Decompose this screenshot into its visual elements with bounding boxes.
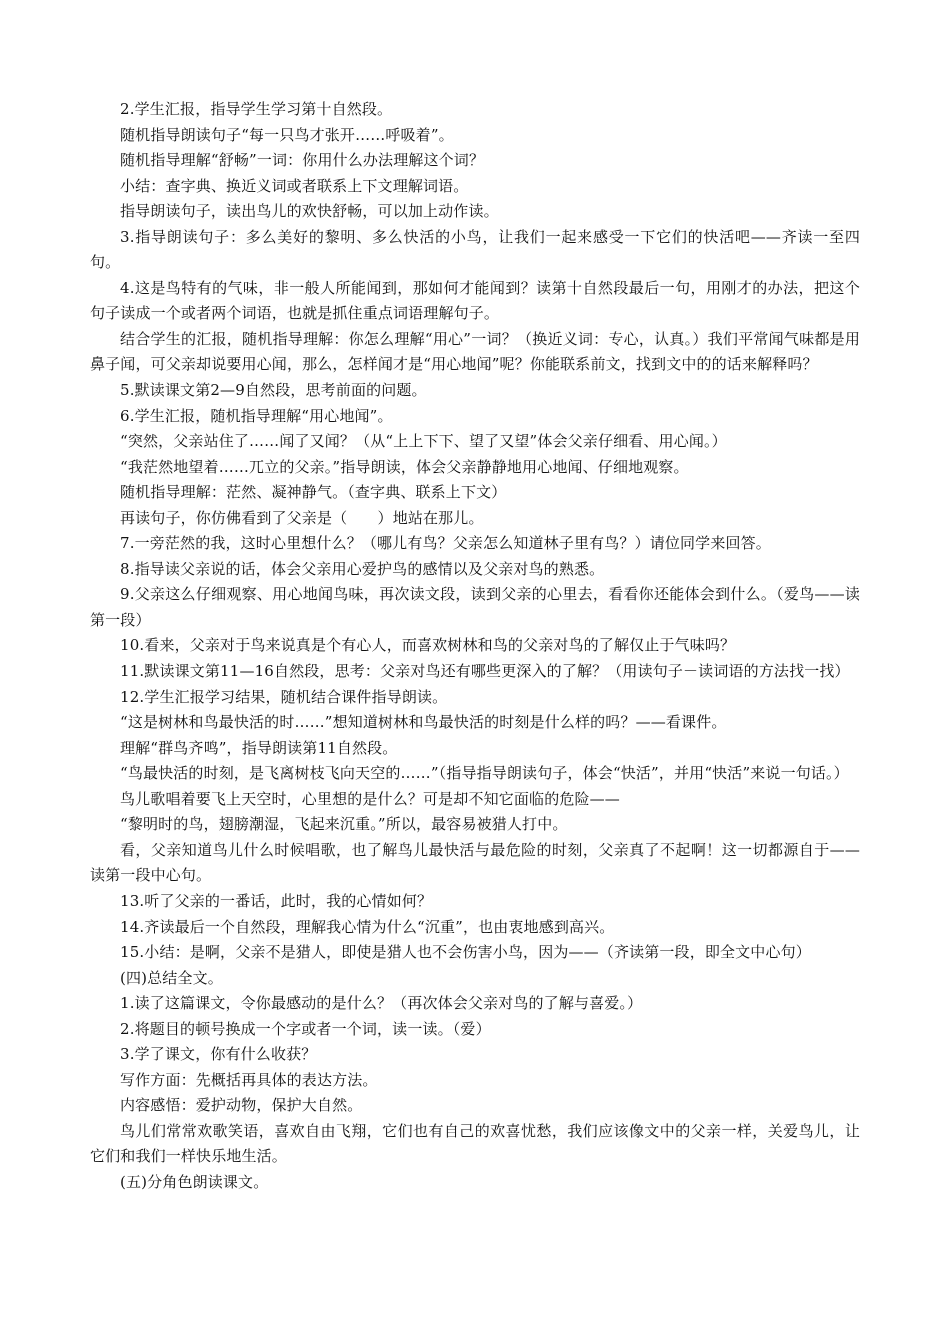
paragraph: 3.学了课文，你有什么收获？: [120, 1045, 317, 1064]
paragraph: 9.父亲这么仔细观察、用心地闻鸟味，再次读文段，读到父亲的心里去，看看你还能体会到什么。（爱鸟——读第一段）: [90, 585, 860, 629]
section-heading: (四)总结全文。: [120, 968, 223, 987]
paragraph: “这是树林和鸟最快活的时……”想知道树林和鸟最快活的时刻是什么样的吗？——看课件。: [120, 713, 727, 732]
paragraph: 随机指导理解：茫然、凝神静气。（查字典、联系上下文）: [120, 483, 507, 502]
paragraph: 小结：查字典、换近义词或者联系上下文理解词语。: [120, 176, 469, 195]
paragraph: 2.学生汇报，指导学生学习第十自然段。: [120, 100, 393, 118]
paragraph: 内容感悟：爱护动物，保护大自然。: [120, 1096, 363, 1115]
paragraph: “鸟最快活的时刻，是飞离树枝飞向天空的……”（指导指导朗读句子，体会“快活”，并用“快活”来说一句话。）: [120, 764, 849, 783]
paragraph: 结合学生的汇报，随机指导理解：你怎么理解“用心”一词？（换近义词：专心，认真。）我们平常闻气味都是用鼻子闻，可父亲却说要用心闻，那么，怎样闻才是“用心地闻”呢？你能联系前文，找到文中的的话来解释吗？: [90, 329, 860, 374]
section-heading: (五)分角色朗读课文。: [120, 1172, 269, 1191]
paragraph: 随机指导朗读句子“每一只鸟才张开……呼吸着”。: [120, 125, 454, 144]
paragraph: 鸟儿歌唱着要飞上天空时，心里想的是什么？可是却不知它面临的危险——: [120, 789, 620, 808]
paragraph: 6.学生汇报，随机指导理解“用心地闻”。: [120, 406, 393, 425]
paragraph: “突然，父亲站住了……闻了又闻？（从“上上下下、望了又望”体会父亲仔细看、用心闻。）: [120, 432, 727, 451]
paragraph: 随机指导理解“舒畅”一词：你用什么办法理解这个词？: [120, 151, 485, 170]
paragraph: 鸟儿们常常欢歌笑语，喜欢自由飞翔，它们也有自己的欢喜忧愁，我们应该像文中的父亲一样，关爱鸟儿，让它们和我们一样快乐地生活。: [90, 1121, 860, 1166]
paragraph: 12.学生汇报学习结果，随机结合课件指导朗读。: [120, 687, 448, 706]
paragraph: 7.一旁茫然的我，这时心里想什么？（哪儿有鸟？父亲怎么知道林子里有鸟？）请位同学来回答。: [120, 534, 771, 553]
paragraph: 指导朗读句子，读出鸟儿的欢快舒畅，可以加上动作读。: [120, 202, 499, 221]
paragraph: 10.看来，父亲对于鸟来说真是个有心人，而喜欢树林和鸟的父亲对鸟的了解仅止于气味吗？: [120, 636, 736, 655]
paragraph: 2.将题目的顿号换成一个字或者一个词，读一读。（爱）: [120, 1019, 491, 1038]
paragraph: 5.默读课文第2—9自然段，思考前面的问题。: [120, 381, 427, 400]
paragraph: 4.这是鸟特有的气味，非一般人所能闻到，那如何才能闻到？读第十自然段最后一句，用刚才的办法，把这个句子读成一个或者两个词语，也就是抓住重点词语理解句子。: [90, 278, 860, 323]
paragraph: 14.齐读最后一个自然段，理解我心情为什么“沉重”，也由衷地感到高兴。: [120, 917, 615, 936]
paragraph: “黎明时的鸟，翅膀潮湿，飞起来沉重。”所以，最容易被猎人打中。: [120, 815, 568, 834]
paragraph: 再读句子，你仿佛看到了父亲是（ ）地站在那儿。: [120, 508, 484, 527]
paragraph: 看，父亲知道鸟儿什么时候唱歌，也了解鸟儿最快活与最危险的时刻，父亲真了不起啊！这一切都源自于——读第一段中心句。: [90, 840, 860, 885]
paragraph: 8.指导读父亲说的话，体会父亲用心爱护鸟的感情以及父亲对鸟的熟悉。: [120, 559, 605, 578]
paragraph: 1.读了这篇课文，令你最感动的是什么？（再次体会父亲对鸟的了解与喜爱。）: [120, 994, 643, 1013]
paragraph: “我茫然地望着……兀立的父亲。”指导朗读，体会父亲静静地用心地闻、仔细地观察。: [120, 457, 689, 476]
paragraph: 3.指导朗读句子：多么美好的黎明、多么快活的小鸟，让我们一起来感受一下它们的快活吧——齐读一至四句。: [90, 227, 860, 272]
document-page: [90, 97, 860, 1196]
paragraph: 11.默读课文第11—16自然段，思考：父亲对鸟还有哪些更深入的了解？（用读句子－读词语的方法找一找）: [120, 662, 850, 681]
paragraph: 理解“群鸟齐鸣”，指导朗读第11自然段。: [120, 738, 398, 757]
paragraph: 13.听了父亲的一番话，此时，我的心情如何？: [120, 891, 433, 910]
paragraph: 15.小结：是啊，父亲不是猎人，即使是猎人也不会伤害小鸟，因为——（齐读第一段，即全文中心句）: [120, 943, 811, 962]
paragraph: 写作方面：先概括再具体的表达方法。: [120, 1070, 378, 1089]
